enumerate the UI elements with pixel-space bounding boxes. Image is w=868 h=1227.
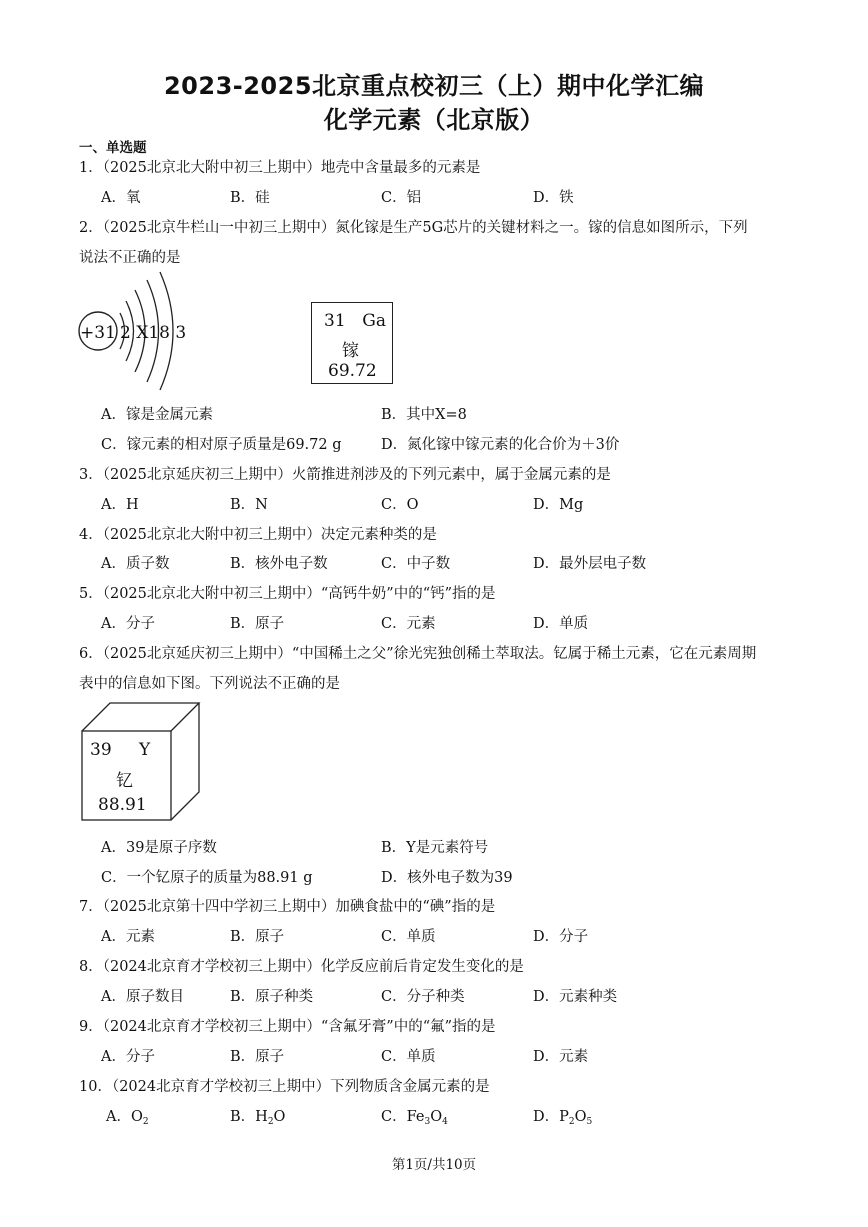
q2-option-d: D．氮化镓中镓元素的化合价为＋3价 bbox=[381, 437, 620, 453]
question-7-stem: 7．（2025北京第十四中学初三上期中）加碘食盐中的“碘”指的是 bbox=[79, 899, 496, 915]
section-heading: 一、单选题 bbox=[79, 140, 147, 156]
question-3-stem: 3．（2025北京延庆初三上期中）火箭推进剂涉及的下列元素中，属于金属元素的是 bbox=[79, 467, 611, 483]
q1-option-a: A．氧 bbox=[101, 190, 141, 206]
q9-option-b: B．原子 bbox=[230, 1049, 285, 1065]
q8-option-a: A．原子数目 bbox=[101, 989, 184, 1005]
q6-option-a: A．39是原子序数 bbox=[101, 840, 217, 856]
q5-option-c: C．元素 bbox=[381, 616, 436, 632]
q1-option-c: C．铝 bbox=[381, 190, 422, 206]
q3-option-d: D．Mg bbox=[533, 497, 584, 513]
q4-option-a: A．质子数 bbox=[101, 556, 170, 572]
q9-option-d: D．元素 bbox=[533, 1049, 589, 1065]
cube-top-face bbox=[82, 703, 199, 731]
q6-option-c: C．一个钇原子的质量为88.91 g bbox=[101, 870, 313, 886]
q1-option-b: B．硅 bbox=[230, 190, 270, 206]
q1-option-d: D．铁 bbox=[533, 190, 574, 206]
yttrium-symbol: Y bbox=[139, 740, 151, 760]
cube-side-face bbox=[171, 703, 199, 820]
q5-option-a: A．分子 bbox=[101, 616, 155, 632]
nucleus-charge: +31 bbox=[80, 323, 116, 343]
q7-option-a: A．元素 bbox=[101, 929, 155, 945]
yttrium-atomic-number: 39 bbox=[90, 740, 112, 760]
element-name: 镓 bbox=[342, 341, 359, 361]
q10-option-c: C．$Fe_3O_4$ bbox=[381, 1109, 448, 1127]
q6-option-b: B．Y是元素符号 bbox=[381, 840, 489, 856]
question-6-stem-cont: 表中的信息如下图。下列说法不正确的是 bbox=[79, 676, 340, 692]
question-6-stem: 6．（2025北京延庆初三上期中）“中国稀土之父”徐光宪独创稀土萃取法。钇属于稀土元素，它在元素周期 bbox=[79, 646, 757, 662]
yttrium-mass: 88.91 bbox=[98, 795, 147, 815]
q8-option-b: B．原子种类 bbox=[230, 989, 314, 1005]
q3-option-b: B．N bbox=[230, 497, 268, 513]
question-10-stem: 10．（2024北京育才学校初三上期中）下列物质含金属元素的是 bbox=[79, 1079, 490, 1095]
q8-option-d: D．元素种类 bbox=[533, 989, 618, 1005]
q9-option-c: C．单质 bbox=[381, 1049, 436, 1065]
atom-structure-diagram bbox=[75, 268, 200, 393]
atomic-number: 31 bbox=[324, 311, 346, 331]
question-9-stem: 9．（2024北京育才学校初三上期中）“含氟牙膏”中的“氟”指的是 bbox=[79, 1019, 496, 1035]
q10-option-a: A．$O_2$ bbox=[106, 1109, 149, 1127]
q7-option-b: B．原子 bbox=[230, 929, 285, 945]
question-1-stem: 1．（2025北京北大附中初三上期中）地壳中含量最多的元素是 bbox=[79, 160, 481, 176]
yttrium-name: 钇 bbox=[116, 771, 133, 791]
question-4-stem: 4．（2025北京北大附中初三上期中）决定元素种类的是 bbox=[79, 527, 437, 543]
q10-option-d: D．$P_2O_5$ bbox=[533, 1109, 593, 1127]
q7-option-d: D．分子 bbox=[533, 929, 589, 945]
question-2-stem-cont: 说法不正确的是 bbox=[79, 250, 181, 266]
shell-electron-counts: 2 X18 3 bbox=[120, 323, 187, 343]
page-number: 第1页/共10页 bbox=[391, 1157, 477, 1173]
q7-option-c: C．单质 bbox=[381, 929, 436, 945]
element-symbol: Ga bbox=[362, 311, 386, 331]
atomic-mass: 69.72 bbox=[328, 361, 377, 381]
gallium-element-card bbox=[311, 302, 393, 384]
q8-option-c: C．分子种类 bbox=[381, 989, 465, 1005]
q6-option-d: D．核外电子数为39 bbox=[381, 870, 513, 886]
page-title: 2023-2025北京重点校初三（上）期中化学汇编 bbox=[163, 72, 705, 100]
question-8-stem: 8．（2024北京育才学校初三上期中）化学反应前后肯定发生变化的是 bbox=[79, 959, 524, 975]
q2-option-b: B．其中X=8 bbox=[381, 407, 467, 423]
q3-option-c: C．O bbox=[381, 497, 419, 513]
q5-option-b: B．原子 bbox=[230, 616, 285, 632]
question-5-stem: 5．（2025北京北大附中初三上期中）“高钙牛奶”中的“钙”指的是 bbox=[79, 586, 496, 602]
page-subtitle: 化学元素（北京版） bbox=[323, 106, 545, 134]
q9-option-a: A．分子 bbox=[101, 1049, 155, 1065]
q5-option-d: D．单质 bbox=[533, 616, 589, 632]
q2-option-c: C．镓元素的相对原子质量是69.72 g bbox=[101, 437, 342, 453]
q4-option-b: B．核外电子数 bbox=[230, 556, 328, 572]
q4-option-d: D．最外层电子数 bbox=[533, 556, 647, 572]
q2-option-a: A．镓是金属元素 bbox=[101, 407, 213, 423]
q10-option-b: B．$H_2O$ bbox=[230, 1109, 286, 1127]
question-2-stem: 2．（2025北京牛栏山一中初三上期中）氮化镓是生产5G芯片的关键材料之一。镓的信息如图所示，下列 bbox=[79, 220, 748, 236]
q4-option-c: C．中子数 bbox=[381, 556, 451, 572]
q3-option-a: A．H bbox=[101, 497, 139, 513]
